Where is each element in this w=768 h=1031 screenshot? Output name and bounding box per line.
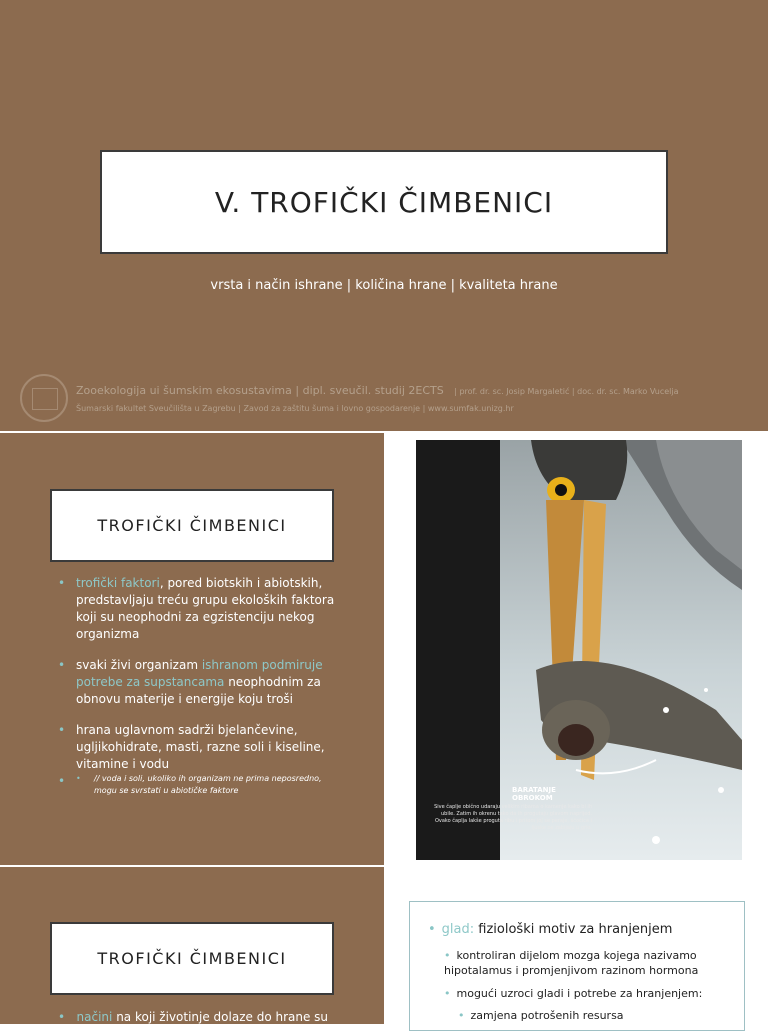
footer-course-text: Zooekologija ui šumskim ekosustavima | dipl. sveučil. studij 2ECTS xyxy=(76,384,444,397)
title-box xyxy=(100,150,668,254)
note-text: • • // voda i soli, ukoliko ih organizam ne prima neposredno, mogu se svrstati u abiotičke faktore xyxy=(76,773,338,797)
list-item-note xyxy=(58,773,338,797)
title-box xyxy=(50,922,334,995)
slide-title-text: TROFIČKI ČIMBENICI xyxy=(97,516,287,535)
title-box xyxy=(50,489,334,562)
list-item xyxy=(58,657,338,708)
photo-caption xyxy=(430,774,596,860)
bullet-list xyxy=(58,575,338,811)
sub-list-item: • mogući uzroci gladi i potrebe za hranjenjem: xyxy=(444,987,703,1000)
footer-course xyxy=(76,384,679,397)
highlight-text: ishranom podmiruje potrebe za supstancama xyxy=(76,658,323,689)
slide-title-text: TROFIČKI ČIMBENICI xyxy=(97,949,287,968)
caption-title: BARATANJE OBROKOM xyxy=(512,786,556,802)
list-item xyxy=(58,722,338,773)
slide-footer xyxy=(20,374,760,424)
list-item: • glad: fiziološki motiv za hranjenjem xyxy=(428,922,673,937)
bullet-text: hrana uglavnom sadrži bjelančevine, ugljikohidrate, masti, razne soli i kiseline, vitamine i vodu xyxy=(76,723,325,771)
hunger-panel xyxy=(409,901,745,1031)
bullet-text: mogući uzroci gladi i potrebe za hranjenjem: xyxy=(456,987,703,1000)
bullet-text: , pored biotskih i abiotskih, predstavljaju treću grupu ekoloških faktora koji su neophodni za egzistenciju nekog organizma xyxy=(76,576,335,641)
bullet-text: neophodnim za obnovu materije i energije koju troši xyxy=(76,675,321,706)
slide-title-text: V. TROFIČKI ČIMBENICI xyxy=(214,185,554,219)
highlight-text: načini xyxy=(76,1010,113,1024)
university-seal-icon xyxy=(20,374,68,422)
slide-title xyxy=(0,0,768,431)
list-item xyxy=(58,575,338,643)
footer-institution: Šumarski fakultet Sveučilišta u Zagrebu | Zavod za zaštitu šuma i lovno gospodarenje | www.sumfak.unizg.hr xyxy=(76,404,514,413)
sub-sub-list-item: • zamjena potrošenih resursa xyxy=(458,1009,624,1022)
list-item: • načini na koji životinje dolaze do hrane su xyxy=(58,1010,329,1024)
bullet-text: zamjena potrošenih resursa xyxy=(470,1009,624,1022)
bullet-text: kontroliran dijelom mozga kojega nazivamo hipotalamus i promjenjivom razinom hormona xyxy=(444,949,699,977)
footer-authors: | prof. dr. sc. Josip Margaletić | doc. dr. sc. Marko Vucelja xyxy=(454,387,679,396)
bullet-text: fiziološki motiv za hranjenjem xyxy=(474,922,673,937)
highlight-text: glad: xyxy=(441,922,475,937)
bullet-text: svaki živi organizam xyxy=(76,658,202,672)
caption-text: Sive čaplje obično udaraju velikim ribama o kamenje kako bi ih ubile. Zatim ih okrenu tako da ih progutaju glavom naprijed. Ovako čaplja lakše proguta ribu i pritom joj se peraje, ščočice i ljuske ne zabijaju u grlo. xyxy=(434,804,592,831)
slide-subtitle: vrsta i način ishrane | količina hrane | kvaliteta hrane xyxy=(210,278,558,293)
highlight-text: trofički faktori xyxy=(76,576,160,590)
bullet-text: na koji životinje dolaze do hrane su xyxy=(112,1010,329,1024)
sub-list-item: • kontroliran dijelom mozga kojega nazivamo hipotalamus i promjenjivom razinom hormona xyxy=(444,949,699,977)
slide-trophic-factors-2 xyxy=(0,867,384,1024)
